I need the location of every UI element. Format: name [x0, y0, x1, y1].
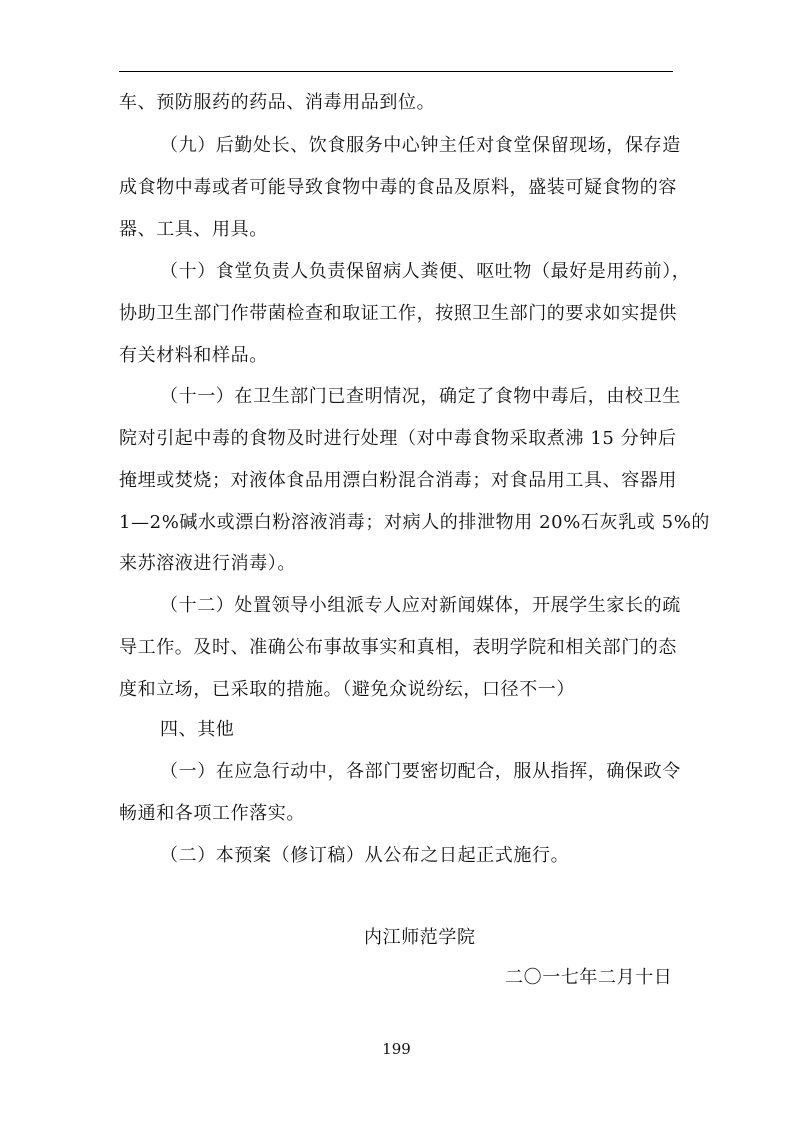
- text-line: （十一）在卫生部门已查明情况，确定了食物中毒后，由校卫生: [160, 386, 681, 407]
- text-line: （一）在应急行动中，各部门要密切配合，服从指挥，确保政令: [160, 761, 681, 782]
- text-line: （二）本预案（修订稿）从公布之日起正式施行。: [160, 845, 570, 866]
- page-number: 199: [382, 1040, 411, 1058]
- text-line: 协助卫生部门作带菌检查和取证工作，按照卫生部门的要求如实提供: [119, 303, 677, 324]
- signature-organization: 内江师范学院: [364, 927, 476, 948]
- text-line: （十）食堂负责人负责保留病人粪便、呕吐物（最好是用药前），: [160, 261, 691, 282]
- text-line: 有关材料和样品。: [119, 345, 268, 366]
- text-line: 畅通和各项工作落实。: [119, 803, 305, 824]
- signature-date: 二〇一七年二月十日: [505, 967, 673, 988]
- text-line: 1—2%碱水或漂白粉溶液消毒；对病人的排泄物用 20%石灰乳或 5%的: [119, 512, 711, 533]
- text-line: 器、工具、用具。: [119, 219, 268, 240]
- text-line: 度和立场，已采取的措施。（避免众说纷纭，口径不一）: [119, 679, 575, 700]
- text-line: 车、预防服药的药品、消毒用品到位。: [119, 92, 436, 113]
- text-line: （十二）处置领导小组派专人应对新闻媒体，开展学生家长的疏: [160, 595, 681, 616]
- text-line: 院对引起中毒的食物及时进行处理（对中毒食物采取煮沸 15 分钟后: [119, 428, 677, 449]
- section-heading: 四、其他: [160, 719, 235, 740]
- text-line: 成食物中毒或者可能导致食物中毒的食品及原料，盛装可疑食物的容: [119, 177, 677, 198]
- header-rule: [119, 71, 673, 72]
- text-line: 掩埋或焚烧；对液体食品用漂白粉混合消毒；对食品用工具、容器用: [119, 470, 677, 491]
- text-line: 来苏溶液进行消毒）。: [119, 553, 296, 574]
- text-line: 导工作。及时、准确公布事故事实和真相，表明学院和相关部门的态: [119, 637, 677, 658]
- text-line: （九）后勤处长、饮食服务中心钟主任对食堂保留现场，保存造: [160, 135, 681, 156]
